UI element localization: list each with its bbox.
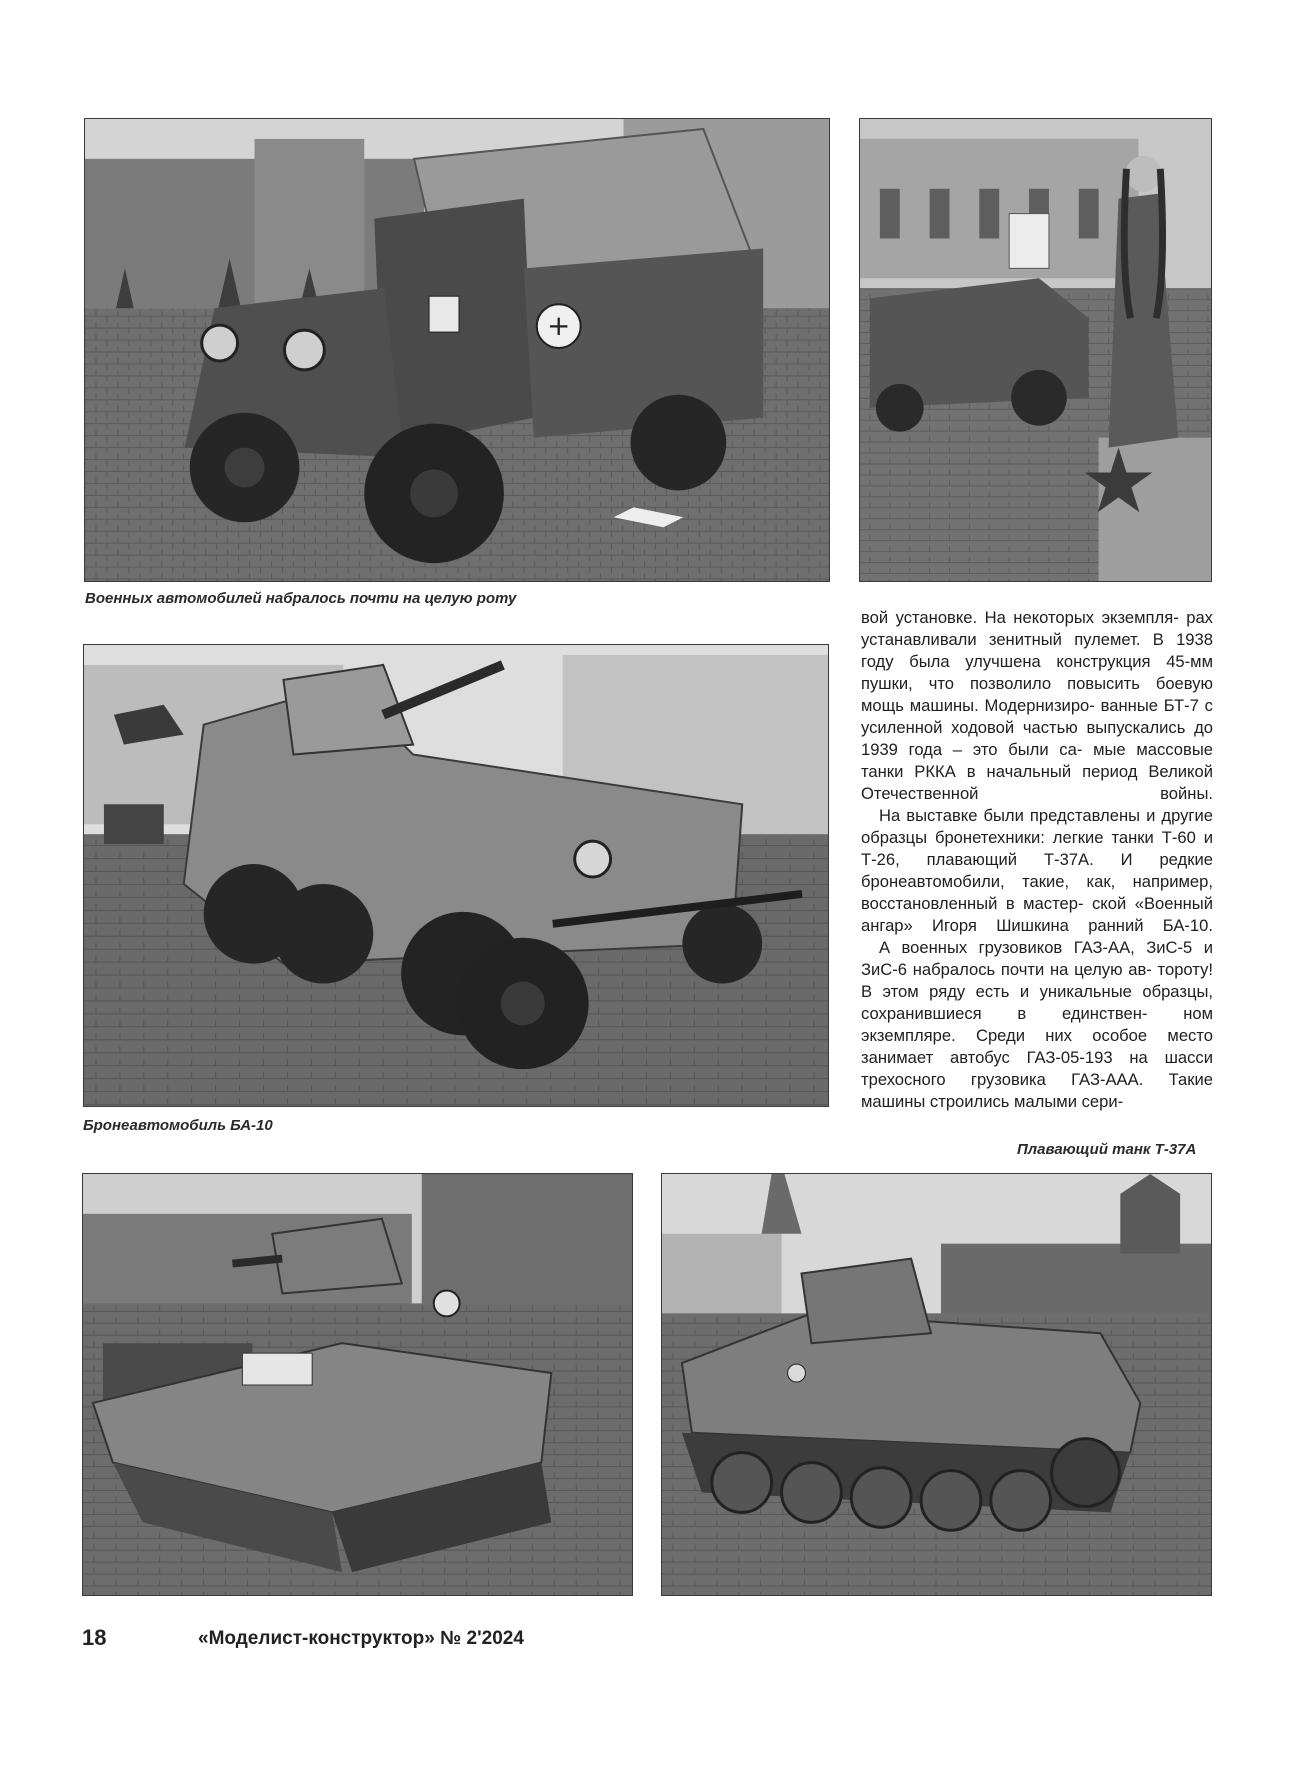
photo-ba10-armored-car [83,644,829,1107]
magazine-title: «Моделист-конструктор» № 2'2024 [198,1628,524,1649]
article-body [861,607,1213,1113]
paragraph-1: вой установке. На некоторых экземпля- рах устанавливали зенитный пулемет. В 1938 году была улучшена конструкция 45-мм пушки, что позволило повысить боевую мощь машины. Модернизиро- ванные БТ-7 с усиленной ходовой частью выпускались до 1939 года – это были са- мые массовые танки РККА в начальный период Великой Отечественной войны. [861,608,1213,803]
photo-military-truck [84,118,830,582]
caption-military-trucks: Военных автомобилей набралось почти на целую роту [85,590,517,607]
page-number: 18 [82,1625,107,1650]
photo-traffic-controller [859,118,1212,582]
caption-t37a: Плавающий танк Т-37А [1017,1141,1197,1158]
photo-t37a-right [661,1173,1212,1596]
photo-t37a-left [82,1173,633,1596]
paragraph-2: На выставке были представлены и другие образцы бронетехники: легкие танки Т-60 и Т-26, плавающий Т-37А. И редкие бронеавтомобили, такие, как, например, восстановленный в мастер- ской «Военный ангар» Игоря Шишкина ранний БА-10. [861,806,1213,935]
caption-ba10: Бронеавтомобиль БА-10 [83,1117,273,1134]
truck-red-cross-mark: + [547,309,571,343]
paragraph-3: А военных грузовиков ГАЗ-АА, ЗиС-5 и ЗиС-6 набралось почти на целую ав- тороту! В этом ряду есть и уникальные образцы, сохранившиеся в единствен- ном экземпляре. Среди них особое место занимает автобус ГАЗ-05-193 на шасси трехосного грузовика ГАЗ-ААА. Такие машины строились малыми сери- [861,938,1213,1111]
